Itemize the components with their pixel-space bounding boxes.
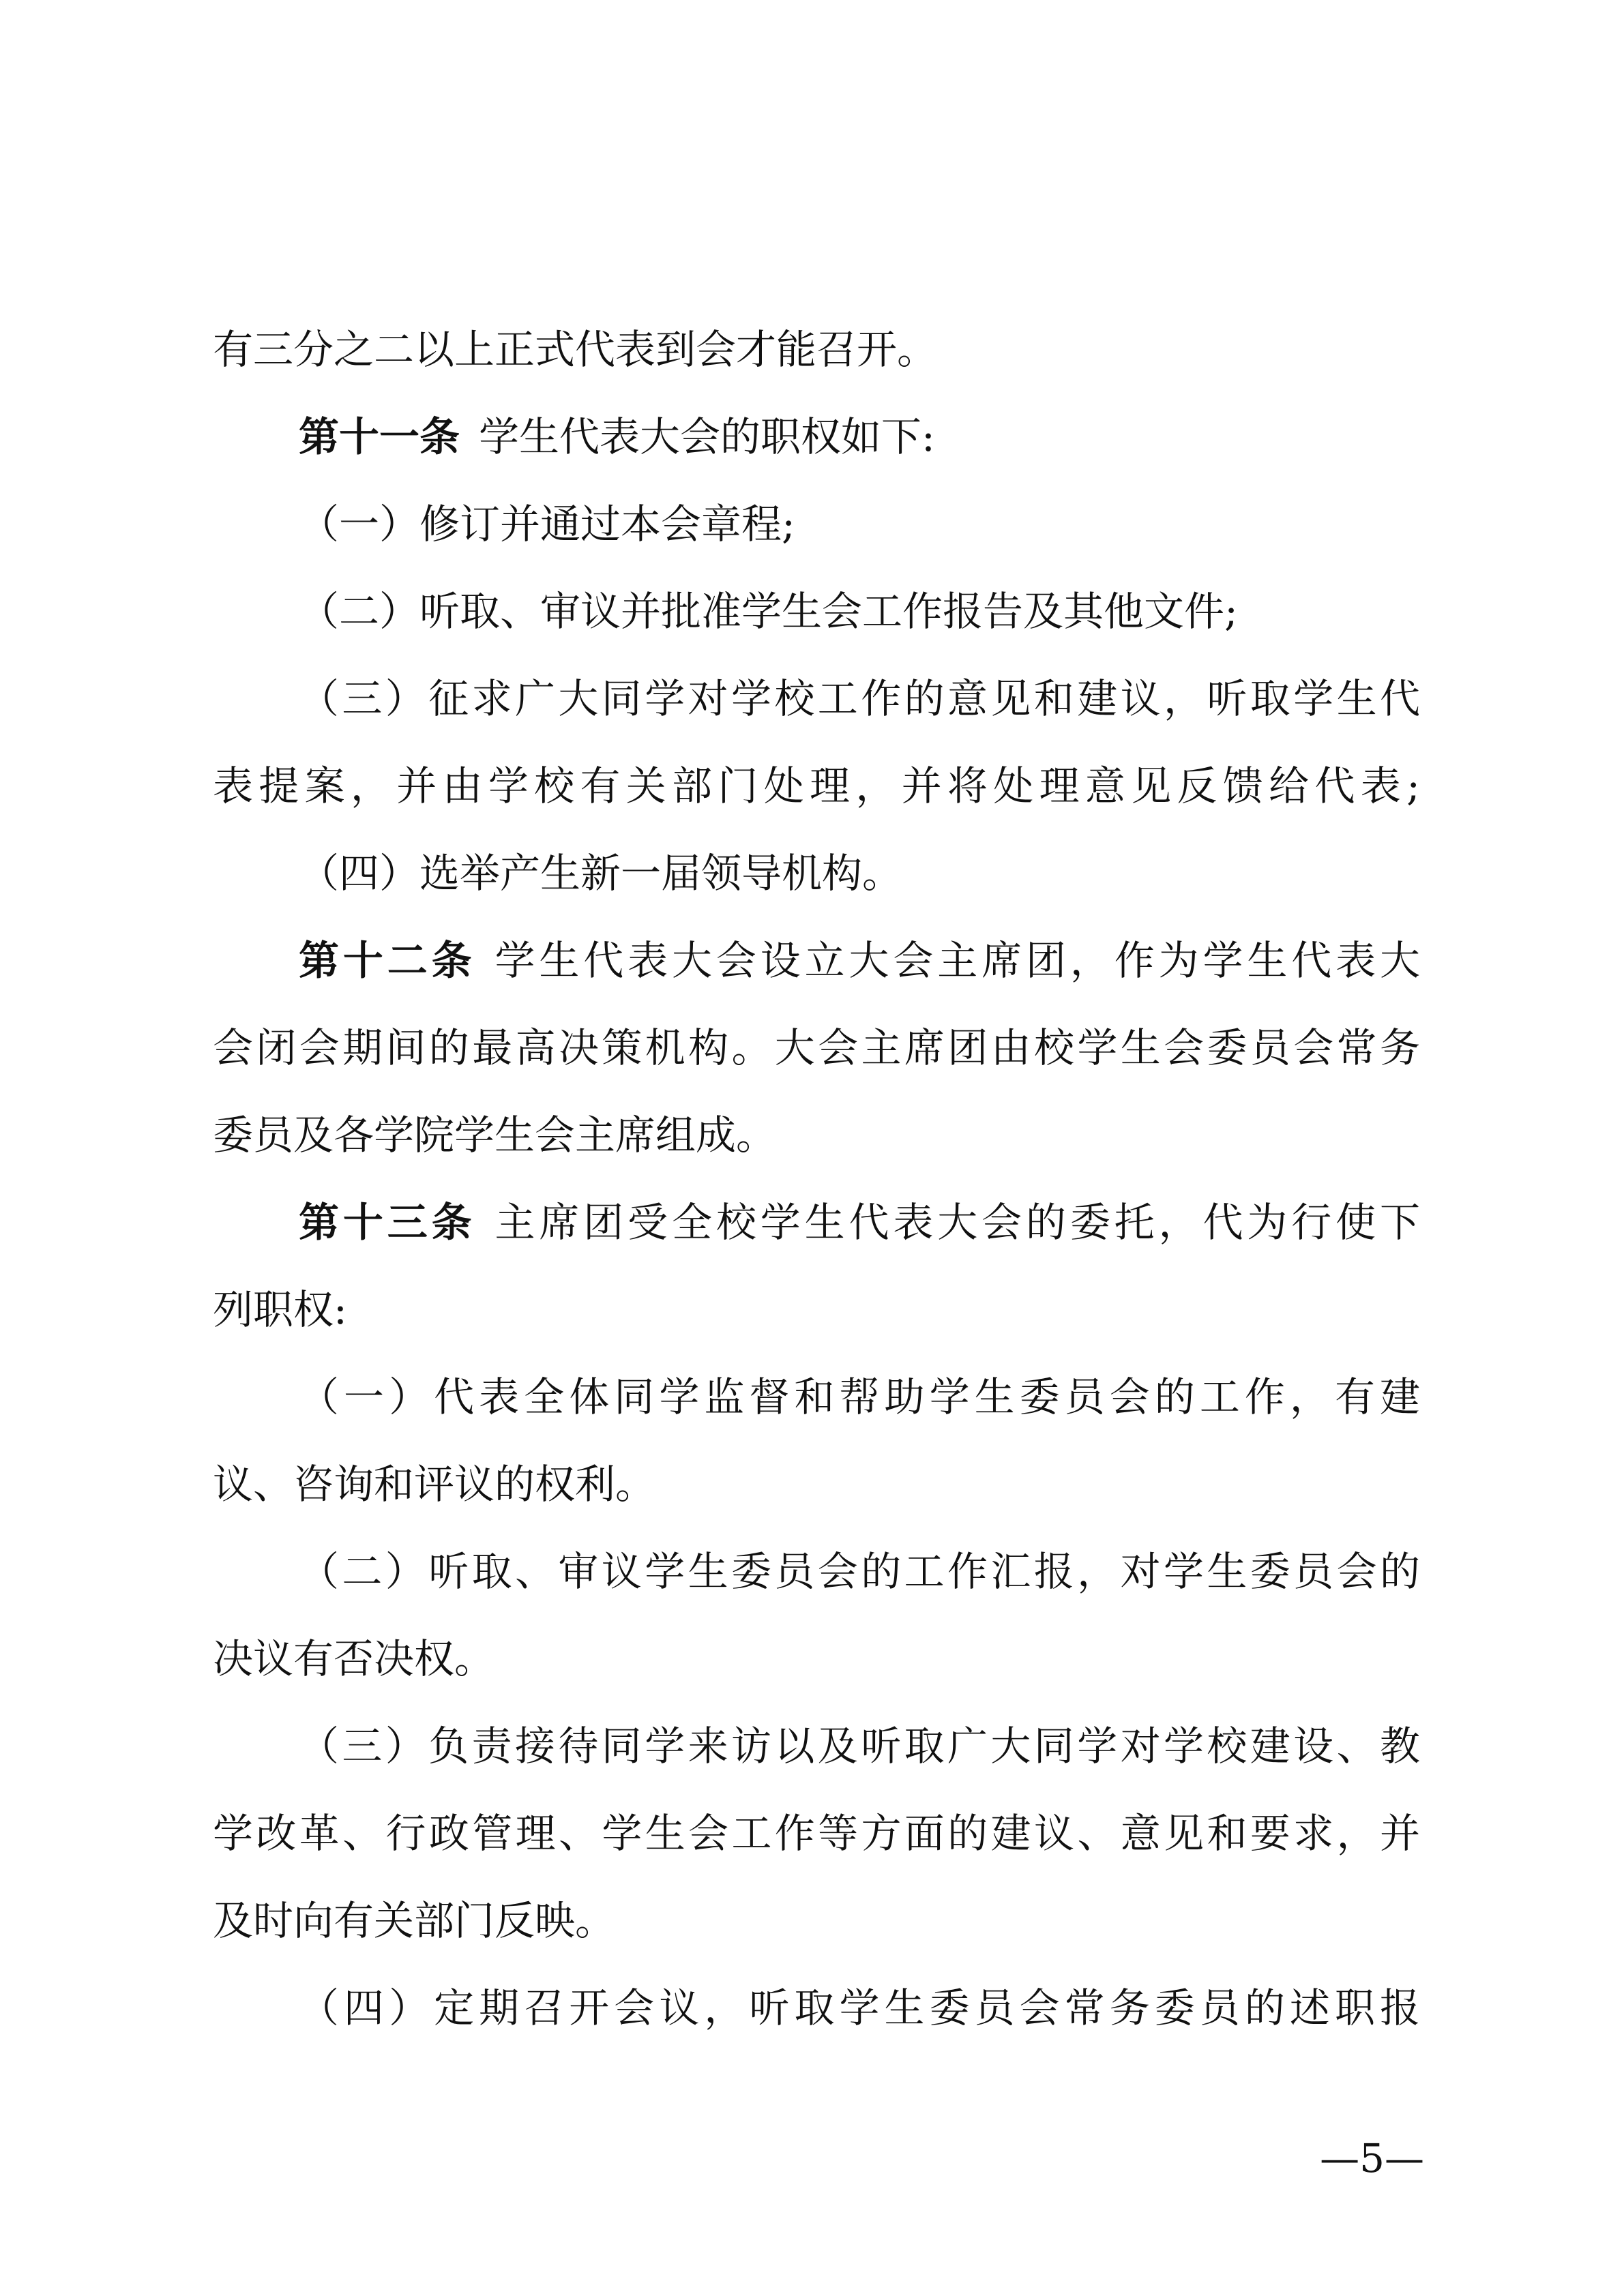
list-item-line	[299, 1367, 1420, 1428]
line-text: （四）定期召开会议，听取学生委员会常务委员的述职报	[299, 1984, 1420, 2031]
line-text: 有三分之二以上正式代表到会才能召开。	[213, 326, 938, 373]
paragraph-line	[213, 1105, 1420, 1166]
page-number: —5—	[1320, 2135, 1424, 2181]
article-12-label: 第十二条	[299, 937, 476, 984]
line-text: （二）听取、审议学生委员会的工作汇报，对学生委员会的	[299, 1548, 1420, 1595]
line-text: 主席团受全校学生代表大会的委托，代为行使下	[494, 1199, 1420, 1246]
paragraph-line	[213, 1628, 1420, 1690]
paragraph-line	[213, 756, 1420, 817]
line-text: 列职权:	[213, 1286, 347, 1333]
line-text: （四）选举产生新一届领导机构。	[299, 850, 903, 897]
line-text: 学生代表大会设立大会主席团，作为学生代表大	[494, 937, 1420, 984]
line-text: 学改革、行政管理、学生会工作等方面的建议、意见和要求，并	[213, 1810, 1420, 1857]
line-text: （一）修订并通过本会章程;	[299, 501, 795, 548]
line-text: 委员及各学院学生会主席组成。	[213, 1112, 777, 1159]
line-text: （二）听取、审议并批准学生会工作报告及其他文件;	[299, 588, 1238, 635]
list-item-line	[299, 1716, 1420, 1777]
paragraph-line	[213, 319, 1420, 381]
list-item-line	[299, 494, 1420, 555]
line-text: （三）负责接待同学来访以及听取广大同学对学校建设、教	[299, 1723, 1420, 1770]
article-13-label: 第十三条	[299, 1199, 476, 1246]
line-text: （三）征求广大同学对学校工作的意见和建议，听取学生代	[299, 675, 1420, 722]
list-item-line	[299, 1541, 1420, 1602]
list-item-line	[299, 843, 1420, 904]
paragraph-line	[213, 1279, 1420, 1341]
line-text: （一）代表全体同学监督和帮助学生委员会的工作，有建	[299, 1373, 1420, 1420]
paragraph-line	[213, 1890, 1420, 1952]
article-13-heading-line	[299, 1192, 1420, 1253]
article-11-heading-line	[299, 406, 1420, 468]
list-item-line	[299, 581, 1420, 642]
article-11-label: 第十一条	[299, 413, 460, 460]
line-text: 及时向有关部门反映。	[213, 1897, 616, 1944]
list-item-line	[299, 668, 1420, 730]
line-text: 表提案，并由学校有关部门处理，并将处理意见反馈给代表;	[213, 762, 1420, 809]
line-text: 决议有否决权。	[213, 1635, 495, 1682]
line-text: 会闭会期间的最高决策机构。大会主席团由校学生会委员会常务	[213, 1024, 1420, 1071]
line-text: 学生代表大会的职权如下:	[479, 413, 935, 460]
paragraph-line	[213, 1017, 1420, 1079]
paragraph-line	[213, 1454, 1420, 1515]
paragraph-line	[213, 1803, 1420, 1864]
article-12-heading-line	[299, 930, 1420, 992]
line-text: 议、咨询和评议的权利。	[213, 1461, 656, 1508]
list-item-line	[299, 1978, 1420, 2039]
